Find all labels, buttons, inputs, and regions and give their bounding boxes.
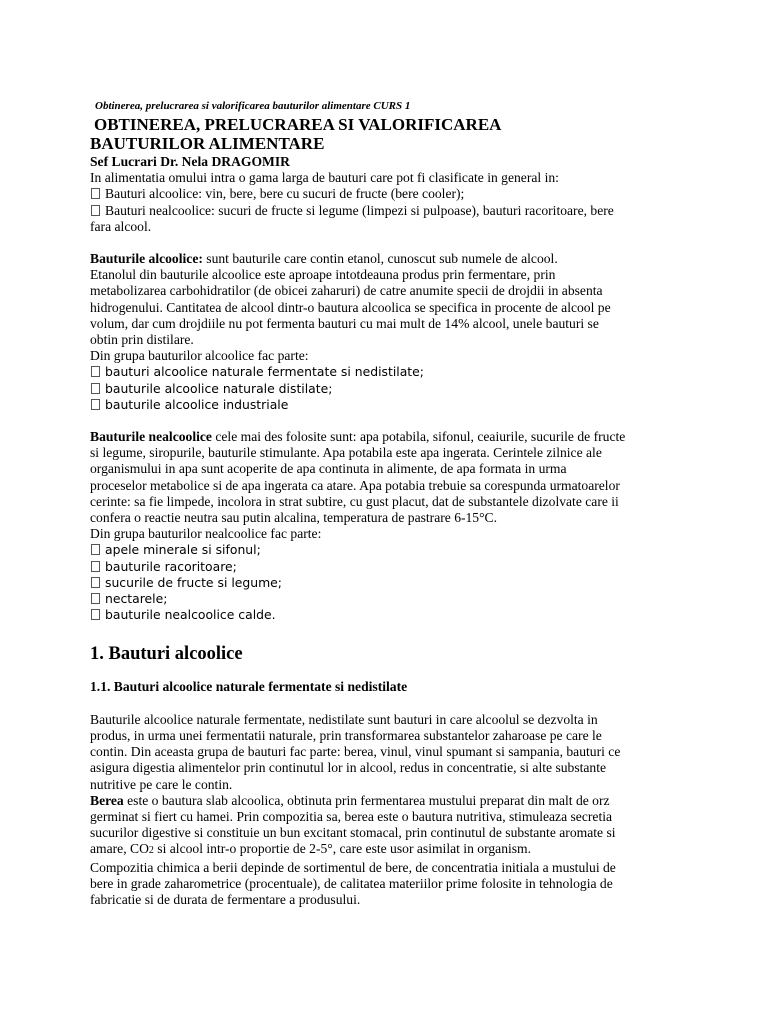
term-bauturile-nealcoolice: Bauturile nealcoolice: [90, 429, 212, 445]
list-item: [90, 559, 690, 575]
berea-paragraph-lead: Berea este o bautura slab alcoolica, obtinuta prin fermentarea mustului preparat din malt de orz: [90, 792, 610, 808]
text-line: Etanolul din bauturile alcoolice este aproape intotdeauna produs prin fermentare, prin: [90, 267, 556, 283]
subsection-heading: 1.1. Bauturi alcoolice naturale fermentate si nedistilate: [90, 679, 408, 695]
text-line: cerinte: sa fie limpede, incolora in strat subtire, cu gust placut, dat de substantele dizolvate care ii: [90, 493, 619, 509]
text-line-co2: amare, CO2 si alcool intr-o proportie de 2-5°, care este usor asimilat in organism.: [90, 841, 532, 857]
bullet-box-icon: [91, 544, 100, 555]
list-item-text: bauturile alcoolice industriale: [105, 396, 289, 412]
author-line: Sef Lucrari Dr. Nela DRAGOMIR: [90, 154, 290, 169]
list-item: [90, 397, 690, 413]
text-line: contin. Din aceasta grupa de bauturi fac parte: berea, vinul, vinul spumant si sampania, bauturi ce: [90, 744, 621, 760]
text-line: bere in grade zaharometrice (procentuale), de calitatea materiilor prime folosite in tehnologia de: [90, 875, 613, 891]
text-line: proceselor metabolice si de apa ingerata ca atare. Apa potabia trebuie sa corespunda urmatoarelor: [90, 477, 620, 493]
list-item-text: Bauturi alcoolice: vin, bere, bere cu sucuri de fructe (bere cooler);: [105, 186, 465, 202]
text-line: Din grupa bauturilor alcoolice fac parte:: [90, 348, 309, 364]
list-item-text: apele minerale si sifonul;: [105, 542, 261, 558]
bullet-box-icon: [91, 593, 100, 604]
bullet-box-icon: [91, 399, 100, 410]
bullet-box-icon: [91, 609, 100, 620]
bullet-box-icon: [91, 383, 100, 394]
text-line: sucurilor digestive si constituie un bun excitant stomacal, prin continutul de substante aromate si: [90, 825, 616, 841]
list-item: [90, 203, 690, 219]
title-line-2: BAUTURILOR ALIMENTARE: [90, 134, 325, 153]
text-line: organismului in apa sunt acoperite de apa continuta in alimente, de apa formata in urma: [90, 461, 567, 477]
list-item-text: bauturile alcoolice naturale distilate;: [105, 380, 333, 396]
text-line: si legume, siropurile, bauturile stimulante. Apa potabila este apa ingerata. Cerintele zilnice ale: [90, 445, 602, 461]
text-line: asigura digestia alimentelor prin continutul lor in alcool, redus in concentratie, si alte substante: [90, 760, 607, 776]
list-item: [90, 381, 690, 397]
text-line: volum, dar cum drojdiile nu pot fermenta bauturi cu mai mult de 14% alcool, unele bauturi se: [90, 315, 599, 331]
nealcoolice-paragraph-lead: Bauturile nealcoolice cele mai des folosite sunt: apa potabila, sifonul, ceaiurile, sucurile de fructe: [90, 429, 626, 445]
list-item-continuation: fara alcool.: [90, 218, 152, 234]
list-item-text: Bauturi nealcoolice: sucuri de fructe si legume (limpezi si pulpoase), bauturi racoritoare, bere: [105, 202, 614, 218]
text-line: confera o reactie neutra sau putin alcalina, temperatura de pastrare 6-15°C.: [90, 510, 498, 526]
text-line: hidrogenului. Cantitatea de alcool dintr-o bautura alcoolica se specifica in procente de alcool pe: [90, 299, 611, 315]
text-line: nutritive pe care le contin.: [90, 776, 233, 792]
text-line: fabricatie si de durata de fermentare a produsului.: [90, 891, 361, 907]
text-line: Compozitia chimica a berii depinde de sortimentul de bere, de concentratia initiala a mustului de: [90, 859, 616, 875]
text-line: obtin prin distilare.: [90, 332, 194, 348]
text-line: germinat si fiert cu hamei. Prin compozitia sa, berea este o bautura nutritiva, stimuleaza secretia: [90, 808, 613, 824]
term-berea: Berea: [90, 792, 124, 808]
text-line: produs, in urma unei fermentatii naturale, prin transformarea substantelor zaharoase pe care le: [90, 727, 602, 743]
bullet-box-icon: [91, 561, 100, 572]
list-item: [90, 607, 690, 623]
section-heading: 1. Bauturi alcoolice: [90, 644, 243, 665]
list-item-text: bauturi alcoolice naturale fermentate si nedistilate;: [105, 364, 424, 380]
text-line: Din grupa bauturilor nealcoolice fac parte:: [90, 526, 322, 542]
intro-text: In alimentatia omului intra o gama larga de bauturi care pot fi clasificate in general in:: [90, 170, 559, 186]
term-bauturile-alcoolice: Bauturile alcoolice:: [90, 251, 203, 267]
bullet-box-icon: [91, 577, 100, 588]
text-line: Bauturile alcoolice naturale fermentate, nedistilate sunt bauturi in care alcoolul se dezvolta in: [90, 711, 598, 727]
list-item-text: sucurile de fructe si legume;: [105, 574, 282, 590]
alcoolice-paragraph-lead: Bauturile alcoolice: sunt bauturile care contin etanol, cunoscut sub numele de alcool.: [90, 251, 558, 267]
list-item-text: nectarele;: [105, 591, 168, 607]
list-item-text: bauturile nealcoolice calde.: [105, 607, 276, 623]
list-item: [90, 575, 690, 591]
text-line: metabolizarea carbohidratilor (de obicei zaharuri) de catre anumite specii de drojdii in absenta: [90, 283, 603, 299]
list-item: [90, 591, 690, 607]
title-line-1: OBTINEREA, PRELUCRAREA SI VALORIFICAREA: [94, 115, 502, 134]
bullet-box-icon: [91, 205, 100, 216]
list-item: [90, 542, 690, 558]
list-item: [90, 364, 690, 380]
bullet-box-icon: [91, 188, 100, 199]
document-title: [90, 115, 690, 153]
running-header: Obtinerea, prelucrarea si valorificarea bauturilor alimentare CURS 1: [95, 100, 411, 112]
bullet-box-icon: [91, 366, 100, 377]
document-page: [90, 99, 690, 908]
list-item-text: bauturile racoritoare;: [105, 558, 237, 574]
list-item: [90, 186, 690, 202]
